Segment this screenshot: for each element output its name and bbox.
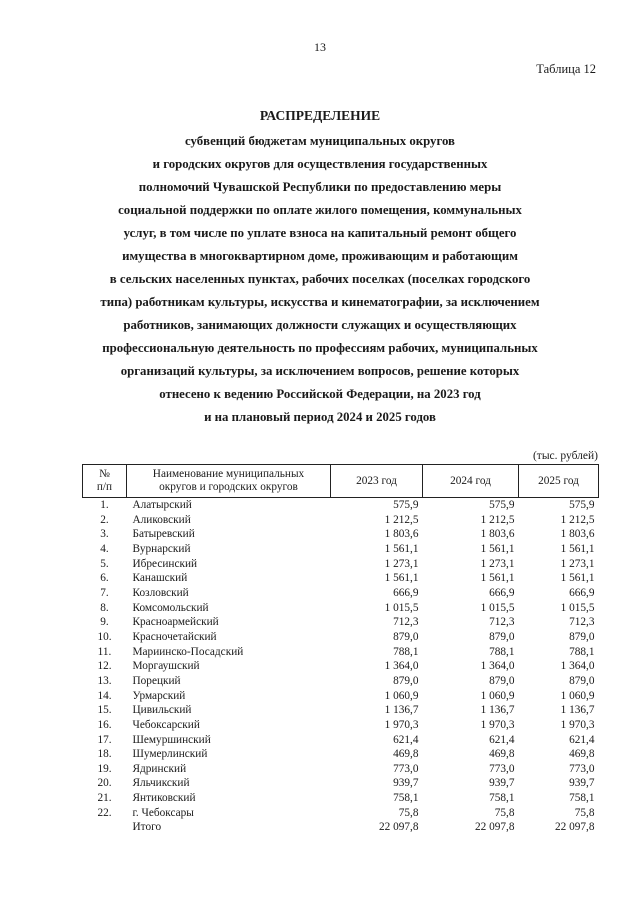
value-2025: 939,7 — [569, 777, 595, 790]
value-2023: 1 136,7 — [384, 704, 419, 717]
subtitle-line: типа) работникам культуры, искусства и кинематографии, за исключением — [100, 295, 540, 309]
subtitle-line: и на плановый период 2024 и 2025 годов — [204, 410, 436, 424]
value-2023: 1 364,0 — [384, 660, 419, 673]
value-2024: 1 136,7 — [480, 704, 515, 717]
value-2023: 788,1 — [393, 645, 419, 658]
municipality-name: Ибресинский — [132, 557, 198, 570]
municipality-name: Красноармейский — [132, 616, 219, 629]
subtitle-line: отнесено к ведению Российской Федерации, на 2023 год — [159, 387, 481, 401]
value-2025: 879,0 — [569, 674, 595, 687]
total-row — [83, 820, 599, 835]
value-2025: 469,8 — [569, 748, 595, 761]
header-2023: 2023 год — [331, 465, 423, 498]
value-2023: 621,4 — [393, 733, 419, 746]
value-2024: 1 060,9 — [480, 689, 515, 702]
document-title: РАСПРЕДЕЛЕНИЕ — [259, 108, 381, 123]
row-number: 3. — [100, 528, 109, 541]
page-number: 13 — [314, 40, 326, 54]
subtitle-line: полномочий Чувашской Республики по предоставлению меры — [138, 180, 502, 194]
value-2025: 666,9 — [569, 586, 595, 599]
municipality-name: Ядринский — [132, 762, 187, 775]
value-2025: 75,8 — [574, 806, 595, 819]
table-label: Таблица 12 — [536, 62, 596, 76]
subtitle-line: социальной поддержки по оплате жилого помещения, коммунальных — [118, 203, 522, 217]
municipality-name: Алатырский — [132, 499, 192, 511]
value-2024: 758,1 — [489, 792, 515, 805]
units-label: (тыс. рублей) — [532, 450, 598, 462]
value-2023: 666,9 — [393, 586, 419, 599]
value-2025: 758,1 — [569, 792, 595, 805]
table-row — [83, 498, 599, 513]
table-row — [83, 513, 599, 528]
value-2024: 1 970,3 — [480, 718, 515, 731]
value-2023: 712,3 — [393, 616, 419, 629]
value-2025: 773,0 — [569, 762, 595, 775]
value-2025: 1 212,5 — [560, 513, 595, 526]
value-2023: 469,8 — [393, 748, 419, 761]
value-2024: 1 364,0 — [480, 660, 515, 673]
municipality-name: Янтиковский — [132, 792, 196, 805]
document-subtitle — [80, 130, 560, 429]
table-row — [83, 806, 599, 821]
value-2025: 1 561,1 — [560, 572, 595, 585]
value-2024: 939,7 — [489, 777, 515, 790]
table-row — [83, 630, 599, 645]
row-number: 20. — [97, 777, 112, 790]
municipality-name: Шемуршинский — [132, 733, 211, 746]
value-2025: 621,4 — [569, 733, 595, 746]
table-row — [83, 659, 599, 674]
subtitle-line: в сельских населенных пунктах, рабочих поселках (поселках городского — [109, 272, 531, 286]
value-2024: 75,8 — [494, 806, 515, 819]
row-number: 19. — [97, 762, 112, 775]
value-2024: 575,9 — [489, 499, 515, 511]
value-2023: 1 803,6 — [384, 528, 419, 541]
municipality-name: Моргаушский — [132, 660, 200, 673]
value-2024: 773,0 — [489, 762, 515, 775]
table-row — [83, 791, 599, 806]
value-2025: 788,1 — [569, 645, 595, 658]
table-row — [83, 542, 599, 557]
table-row — [83, 557, 599, 572]
row-number: 6. — [100, 572, 109, 585]
municipality-name: Батыревский — [132, 528, 195, 541]
value-2023: 758,1 — [393, 792, 419, 805]
table-row — [83, 601, 599, 616]
header-2024: 2024 год — [423, 465, 519, 498]
row-number: 10. — [97, 630, 112, 643]
municipality-name: г. Чебоксары — [132, 806, 194, 819]
table-row — [83, 674, 599, 689]
row-number: 18. — [97, 748, 112, 761]
municipality-name: Аликовский — [132, 513, 191, 526]
value-2023: 1 561,1 — [384, 542, 419, 555]
value-2023: 1 015,5 — [384, 601, 419, 614]
table-row — [83, 527, 599, 542]
row-number: 15. — [97, 704, 112, 717]
municipality-name: Чебоксарский — [132, 718, 200, 731]
value-2024: 22 097,8 — [474, 821, 515, 834]
municipality-name: Порецкий — [132, 674, 181, 687]
row-number: 11. — [97, 645, 112, 658]
row-number: 7. — [100, 586, 109, 599]
value-2025: 575,9 — [569, 499, 595, 511]
value-2023: 879,0 — [393, 630, 419, 643]
value-2025: 712,3 — [569, 616, 595, 629]
subtitle-line: работников, занимающих должности служащих и осуществляющих — [123, 318, 517, 332]
subtitle-line: организаций культуры, за исключением вопросов, решение которых — [120, 364, 520, 378]
value-2024: 1 561,1 — [480, 572, 515, 585]
table-row — [83, 645, 599, 660]
table-row — [83, 571, 599, 586]
municipality-name: Красночетайский — [132, 630, 217, 643]
row-number: 21. — [97, 792, 112, 805]
subtitle-line: субвенций бюджетам муниципальных округов — [185, 134, 455, 148]
row-number: 14. — [97, 689, 112, 702]
row-number: 12. — [97, 660, 112, 673]
value-2025: 1 015,5 — [560, 601, 595, 614]
value-2025: 1 803,6 — [560, 528, 595, 541]
value-2024: 1 803,6 — [480, 528, 515, 541]
value-2025: 1 561,1 — [560, 542, 595, 555]
value-2024: 1 273,1 — [480, 557, 515, 570]
value-2024: 712,3 — [489, 616, 515, 629]
table-header-row — [83, 465, 599, 498]
municipality-name: Урмарский — [132, 689, 186, 702]
value-2024: 879,0 — [489, 674, 515, 687]
value-2023: 1 212,5 — [384, 513, 419, 526]
row-number: 5. — [100, 557, 109, 570]
row-number: 8. — [100, 601, 109, 614]
subtitle-line: профессиональную деятельность по профессиям рабочих, муниципальных — [102, 341, 538, 355]
row-number: 22. — [97, 806, 112, 819]
table-row — [83, 703, 599, 718]
value-2025: 1 060,9 — [560, 689, 595, 702]
header-number: № п/п — [83, 465, 127, 498]
municipality-name: Канашский — [132, 572, 188, 585]
value-2025: 22 097,8 — [554, 821, 595, 834]
value-2024: 1 015,5 — [480, 601, 515, 614]
value-2024: 621,4 — [489, 733, 515, 746]
subtitle-line: имущества в многоквартирном доме, проживающим и работающим — [122, 249, 518, 263]
subtitle-line: услуг, в том числе по уплате взноса на капитальный ремонт общего — [123, 226, 517, 240]
value-2023: 75,8 — [398, 806, 419, 819]
municipality-name: Козловский — [132, 586, 189, 599]
value-2023: 1 561,1 — [384, 572, 419, 585]
municipality-name: Итого — [132, 821, 162, 834]
value-2024: 879,0 — [489, 630, 515, 643]
value-2023: 1 970,3 — [384, 718, 419, 731]
value-2024: 788,1 — [489, 645, 515, 658]
value-2025: 1 970,3 — [560, 718, 595, 731]
table-row — [83, 718, 599, 733]
row-number: 2. — [100, 513, 109, 526]
municipality-name: Комсомольский — [132, 601, 209, 614]
subtitle-line: и городских округов для осуществления государственных — [152, 157, 488, 171]
table-row — [83, 747, 599, 762]
row-number: 4. — [100, 542, 109, 555]
table-body — [83, 498, 599, 836]
value-2025: 1 273,1 — [560, 557, 595, 570]
value-2024: 666,9 — [489, 586, 515, 599]
row-number — [83, 820, 127, 835]
value-2025: 1 364,0 — [560, 660, 595, 673]
row-number: 9. — [100, 616, 109, 629]
value-2023: 22 097,8 — [378, 821, 419, 834]
value-2023: 575,9 — [393, 499, 419, 511]
value-2023: 879,0 — [393, 674, 419, 687]
row-number: 17. — [97, 733, 112, 746]
municipality-name: Цивильский — [132, 704, 192, 717]
value-2025: 879,0 — [569, 630, 595, 643]
municipality-name: Шумерлинский — [132, 748, 208, 761]
value-2023: 939,7 — [393, 777, 419, 790]
value-2024: 1 561,1 — [480, 542, 515, 555]
value-2023: 1 273,1 — [384, 557, 419, 570]
table-row — [83, 586, 599, 601]
value-2024: 1 212,5 — [480, 513, 515, 526]
value-2025: 1 136,7 — [560, 704, 595, 717]
distribution-table — [82, 464, 599, 835]
row-number: 16. — [97, 718, 112, 731]
table-row — [83, 776, 599, 791]
header-name: Наименование муниципальных округов и городских округов — [127, 465, 331, 498]
table-row — [83, 762, 599, 777]
municipality-name: Мариинско-Посадский — [132, 645, 244, 658]
value-2024: 469,8 — [489, 748, 515, 761]
municipality-name: Яльчикский — [132, 777, 190, 790]
header-2025: 2025 год — [519, 465, 599, 498]
value-2023: 773,0 — [393, 762, 419, 775]
municipality-name: Вурнарский — [132, 542, 191, 555]
table-row — [83, 689, 599, 704]
value-2023: 1 060,9 — [384, 689, 419, 702]
table-row — [83, 733, 599, 748]
table-row — [83, 615, 599, 630]
row-number: 13. — [97, 674, 112, 687]
row-number: 1. — [100, 499, 109, 511]
